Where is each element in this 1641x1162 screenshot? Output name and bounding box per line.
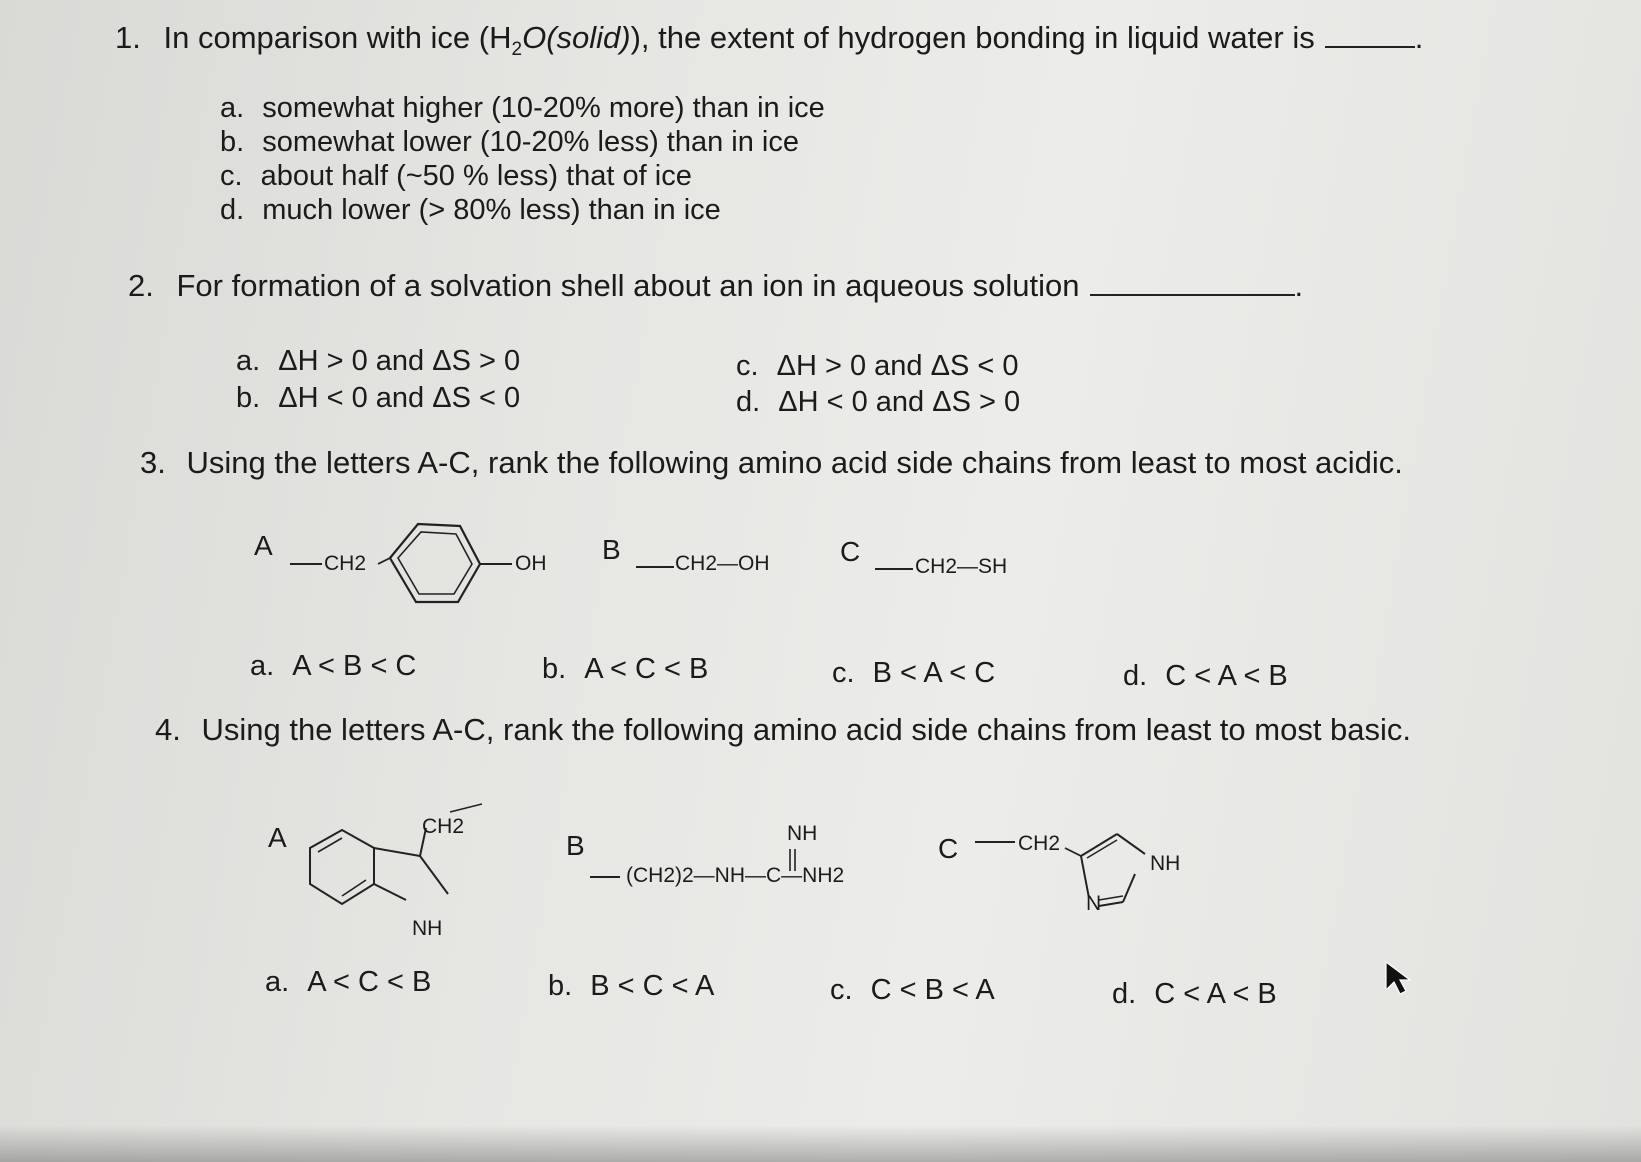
q3-a-ch2: CH2: [324, 552, 367, 575]
q3-option-b[interactable]: [542, 653, 708, 686]
q2-stem: [128, 268, 1303, 304]
option-text: A < B < C: [292, 650, 417, 682]
q2-text: For formation of a solvation shell about an ion in aqueous solution: [176, 268, 1080, 303]
q3-option-c[interactable]: [832, 657, 995, 690]
q3-structure-b-label: B: [602, 534, 621, 565]
q2-number: 2.: [128, 268, 154, 303]
q2-option-b[interactable]: [236, 382, 520, 415]
q1-text-italic: O(solid): [522, 20, 631, 55]
q2-option-c[interactable]: [736, 350, 1019, 383]
q4-stem: [155, 712, 1411, 748]
option-text: somewhat higher (10-20% more) than in ice: [262, 92, 825, 124]
option-text: ΔH < 0 and ΔS < 0: [278, 382, 521, 414]
mouse-cursor-icon: [1382, 960, 1422, 1000]
option-text: B < A < C: [872, 657, 996, 689]
option-text: ΔH > 0 and ΔS < 0: [776, 350, 1019, 382]
q3-a-oh: OH: [515, 552, 547, 575]
option-letter: a.: [220, 92, 245, 124]
q4-number: 4.: [155, 712, 181, 747]
q1-text-start: In comparison with ice (H: [163, 20, 512, 55]
q2-answer-blank[interactable]: [1090, 293, 1295, 296]
q4-c-nh: NH: [1150, 852, 1181, 875]
q1-subscript: 2: [511, 39, 523, 61]
q3-structure-a-label: A: [254, 530, 273, 561]
option-letter: c.: [736, 350, 759, 382]
q4-structure-a-label: A: [268, 822, 287, 853]
q1-option-b[interactable]: [220, 126, 799, 159]
q3-option-a[interactable]: [250, 650, 416, 683]
option-text: A < C < B: [307, 966, 432, 998]
q1-stem: [115, 20, 1423, 61]
option-letter: c.: [832, 657, 855, 689]
q3-c-chain: CH2—SH: [915, 555, 1008, 578]
option-letter: a.: [265, 966, 290, 998]
option-letter: d.: [1112, 978, 1137, 1010]
option-letter: d.: [736, 386, 761, 418]
q3-structure-c-bond: [875, 565, 915, 575]
q4-a-ch2: CH2: [422, 815, 465, 838]
q3-text: Using the letters A-C, rank the following amino acid side chains from least to most acidic.: [186, 445, 1403, 480]
option-letter: d.: [220, 194, 245, 226]
q2-period: .: [1294, 268, 1304, 303]
q2-option-d[interactable]: [736, 386, 1020, 419]
q4-option-c[interactable]: [830, 974, 995, 1007]
option-text: B < C < A: [590, 970, 715, 1002]
option-text: somewhat lower (10-20% less) than in ice: [262, 126, 799, 158]
q3-structure-b-bond: [636, 563, 676, 573]
q1-period: .: [1414, 20, 1424, 55]
option-letter: c.: [220, 160, 243, 192]
option-letter: b.: [542, 653, 567, 685]
q4-option-a[interactable]: [265, 966, 431, 999]
q1-number: 1.: [115, 20, 141, 55]
q4-a-nh: NH: [412, 917, 443, 940]
q4-structure-a-bonds: [300, 800, 500, 940]
option-letter: b.: [220, 126, 245, 158]
q4-structure-b-label: B: [566, 830, 585, 861]
option-letter: b.: [548, 970, 573, 1002]
option-text: much lower (> 80% less) than in ice: [262, 194, 721, 226]
q1-option-d[interactable]: [220, 194, 721, 227]
option-text: A < C < B: [584, 653, 709, 685]
q4-structure-c-label: C: [938, 833, 959, 864]
q1-option-a[interactable]: [220, 92, 825, 125]
q1-answer-blank[interactable]: [1325, 45, 1415, 48]
option-text: ΔH < 0 and ΔS > 0: [778, 386, 1021, 418]
option-text: C < A < B: [1154, 978, 1277, 1010]
q4-c-ch2: CH2: [1018, 832, 1061, 855]
q1-option-c[interactable]: [220, 160, 692, 193]
option-text: C < A < B: [1165, 660, 1288, 692]
q4-text: Using the letters A-C, rank the following amino acid side chains from least to most basic.: [201, 712, 1412, 747]
q4-b-chain: (CH2)2—NH—C—NH2: [626, 864, 845, 887]
q4-option-b[interactable]: [548, 970, 714, 1003]
q4-option-d[interactable]: [1112, 978, 1277, 1011]
option-text: ΔH > 0 and ΔS > 0: [278, 345, 521, 377]
q3-number: 3.: [140, 445, 166, 480]
option-letter: c.: [830, 974, 853, 1006]
q4-c-n: N: [1086, 892, 1102, 915]
option-letter: a.: [250, 650, 275, 682]
option-letter: a.: [236, 345, 261, 377]
q3-stem: [140, 445, 1403, 481]
q1-text-end: ), the extent of hydrogen bonding in liquid water is: [630, 20, 1315, 55]
q3-b-chain: CH2—OH: [675, 552, 770, 575]
q3-option-d[interactable]: [1123, 660, 1288, 693]
q4-structure-c-bonds: [975, 820, 1205, 940]
photo-bottom-shadow: [0, 1125, 1641, 1162]
option-text: about half (~50 % less) that of ice: [260, 160, 692, 192]
q3-structure-c-label: C: [840, 536, 861, 567]
q4-b-nh-top: NH: [787, 822, 818, 845]
option-text: C < B < A: [870, 974, 995, 1006]
q2-option-a[interactable]: [236, 345, 520, 378]
option-letter: d.: [1123, 660, 1148, 692]
option-letter: b.: [236, 382, 261, 414]
